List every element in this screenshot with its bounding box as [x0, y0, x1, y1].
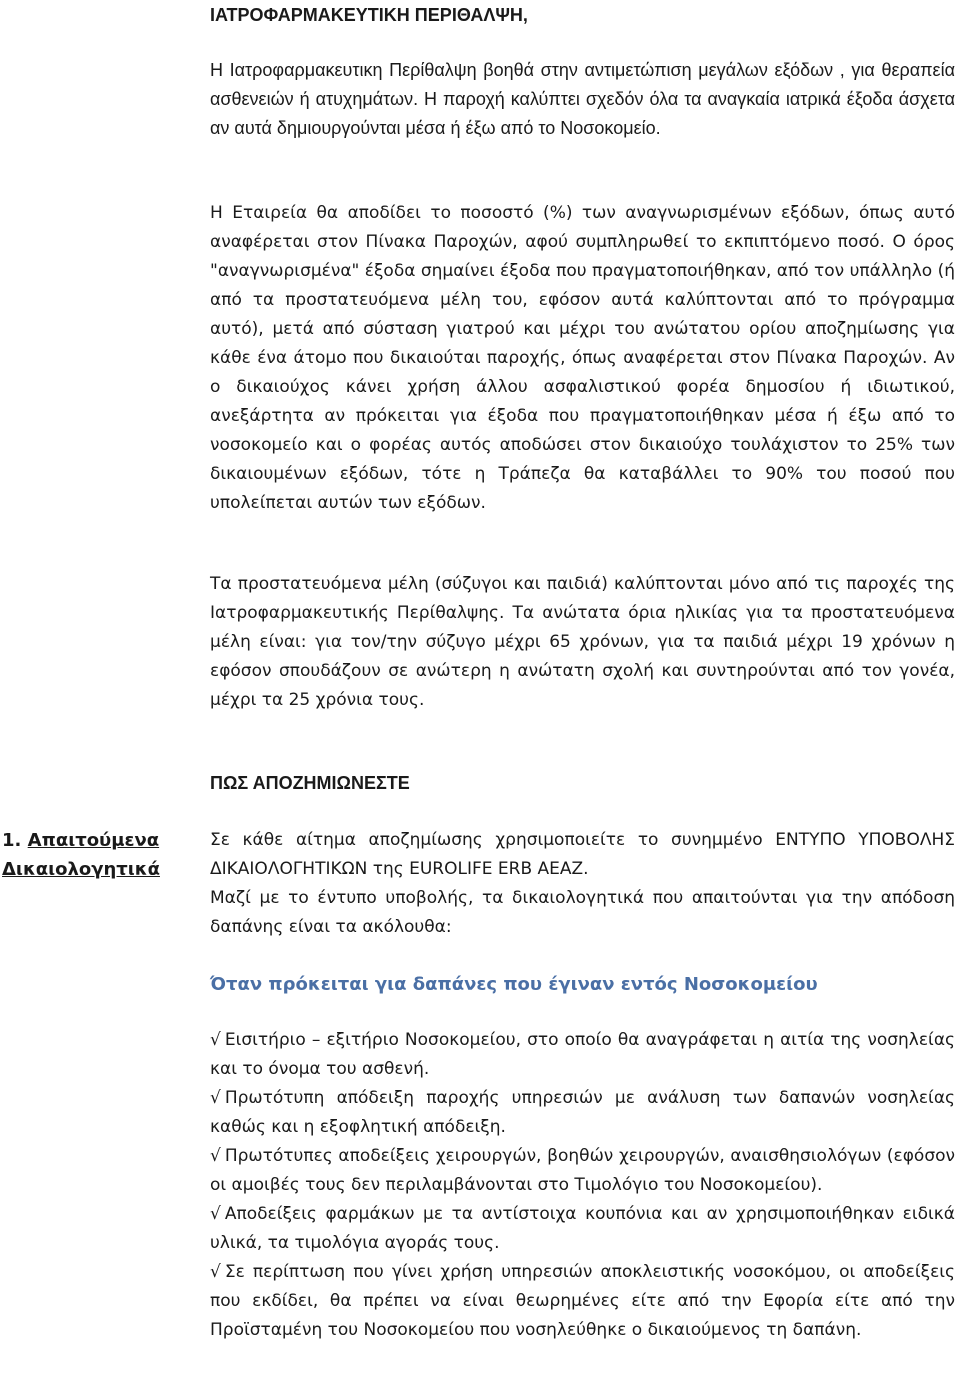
list-item-text: Πρωτότυπες αποδείξεις χειρουργών, βοηθών χειρουργών, αναισθησιολόγων (εφόσον οι αμοιβές τους δεν περιλαμβάνονται στο Τιμολόγιο του Νοσοκομείου). [210, 1146, 955, 1195]
list-item-text: Αποδείξεις φαρμάκων με τα αντίστοιχα κουπόνια και αν χρησιμοποιήθηκαν ειδικά υλικά, τα τιμολόγια αγοράς τους. [210, 1204, 955, 1253]
paragraph-documents: Μαζί με το έντυπο υποβολής, τα δικαιολογητικά που απαιτούνται για την απόδοση δαπάνης είναι τα ακόλουθα: [210, 888, 955, 937]
check-icon: √ [210, 1262, 221, 1282]
paragraph-dependents: Τα προστατευόμενα μέλη (σύζυγοι και παιδιά) καλύπτονται μόνο από τις παροχές της Ιατροφαρμακευτικής Περίθαλψης. Τα ανώτατα όρια ηλικίας για τα προστατευόμενα μέλη είναι: για τον/την σύζυγο μέχρι 65 χρόνων, για τα παιδιά μέχρι 19 χρόνων η εφόσον σπουδάζουν σε ανώτερη η ανώτατη σχολή και συντηρούνται από τον γονέα, μέχρι τα 25 χρόνια τους. [210, 574, 955, 710]
document-heading: ΙΑΤΡΟΦΑΡΜΑΚΕΥΤΙΚΗ ΠΕΡΙΘΑΛΨΗ, [210, 5, 528, 25]
check-icon: √ [210, 1030, 221, 1050]
side-label-number: 1. [2, 830, 22, 851]
check-icon: √ [210, 1088, 221, 1108]
side-label [2, 826, 192, 884]
list-item-text: Εισιτήριο – εξιτήριο Νοσοκομείου, στο οποίο θα αναγράφεται η αιτία της νοσηλείας και το όνομα του ασθενή. [210, 1030, 955, 1079]
list-item [210, 1200, 955, 1258]
paragraph-reimbursement: Η Εταιρεία θα αποδίδει το ποσοστό (%) των αναγνωρισμένων εξόδων, όπως αυτό αναφέρεται στον Πίνακα Παροχών, αφού συμπληρωθεί το εκπιπτόμενο ποσό. Ο όρος "αναγνωρισμένα" έξοδα σημαίνει έξοδα που πραγματοποιήθηκαν, από τον υπάλληλο (ή από τα προστατευόμενα μέλη του, εφόσον αυτά καλύπτονται από το πρόγραμμα αυτό), μετά από σύσταση γιατρού και μέχρι του ανώτατου ορίου αποζημίωσης για κάθε ένα άτομο που δικαιούται παροχής, όπως αναφέρεται στον Πίνακα Παροχών. Αν ο δικαιούχος κάνει χρήση άλλου ασφαλιστικού φορέα δημοσίου ή ιδιωτικού, ανεξάρτητα αν πρόκειται για έξοδα που πραγματοποιήθηκαν μέσα ή έξω από το νοσοκομείο και ο φορέας αυτός αποδώσει στον δικαιούχο τουλάχιστον το 25% των δικαιουμένων εξόδων, τότε η Τράπεζα θα καταβάλλει το 90% του ποσού που υπολείπεται αυτών των εξόδων. [210, 203, 956, 513]
requirements-list [210, 1026, 955, 1345]
side-label-text: Απαιτούμενα Δικαιολογητικά [2, 830, 160, 880]
check-icon: √ [210, 1146, 221, 1166]
list-item-text: Πρωτότυπη απόδειξη παροχής υπηρεσιών με ανάλυση των δαπανών νοσηλείας καθώς και η εξοφλητική απόδειξη. [210, 1088, 955, 1137]
section-title: ΠΩΣ ΑΠΟΖΗΜΙΩΝΕΣΤΕ [210, 773, 410, 793]
list-item [210, 1142, 955, 1200]
paragraph-form: Σε κάθε αίτημα αποζημίωσης χρησιμοποιείτε το συνημμένο ΕΝΤΥΠΟ ΥΠΟΒΟΛΗΣ ΔΙΚΑΙΟΛΟΓΗΤΙΚΩΝ της EUROLIFE ERB ΑΕΑΖ. [210, 830, 955, 879]
list-item [210, 1258, 955, 1345]
list-item [210, 1026, 955, 1084]
list-item-text: Σε περίπτωση που γίνει χρήση υπηρεσιών αποκλειστικής νοσοκόμου, οι αποδείξεις που εκδίδει, θα πρέπει να είναι θεωρημένες είτε από την Εφορία είτε από την Προϊσταμένη του Νοσοκομείου που νοσηλεύθηκε ο δικαιούμενος τη δαπάνη. [210, 1262, 955, 1340]
paragraph-intro: Η Ιατροφαρμακευτικη Περίθαλψη βοηθά στην αντιμετώπιση μεγάλων εξόδων , για θεραπεία ασθενειών ή ατυχημάτων. Η παροχή καλύπτει σχεδόν όλα τα αναγκαία ιατρικά έξοδα άσχετα αν αυτά δημιουργούνται μέσα ή έξω από το Νοσοκομείο. [210, 60, 955, 138]
subheading-hospital: Όταν πρόκειται για δαπάνες που έγιναν εντός Νοσοκομείου [210, 974, 818, 995]
list-item [210, 1084, 955, 1142]
check-icon: √ [210, 1204, 221, 1224]
